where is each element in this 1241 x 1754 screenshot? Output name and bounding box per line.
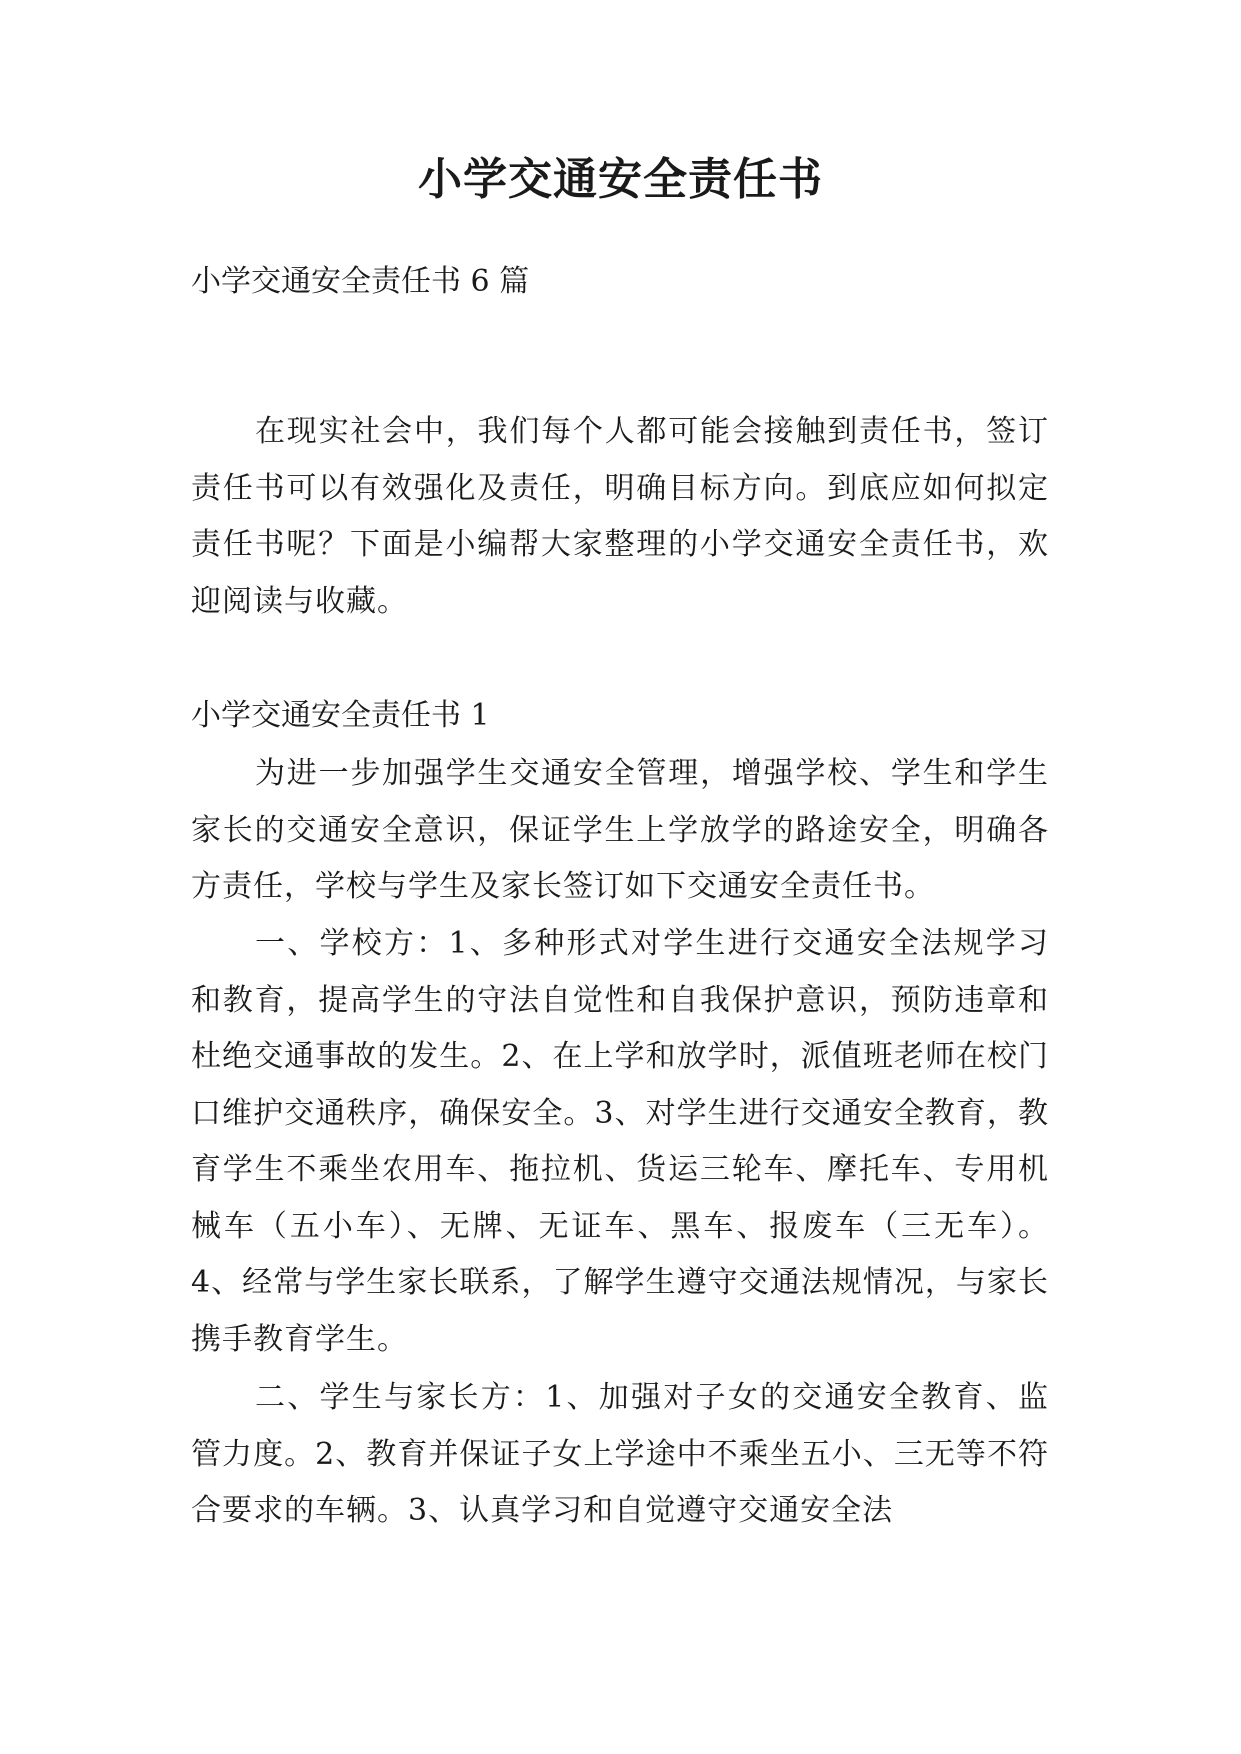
document-subtitle: 小学交通安全责任书 6 篇 bbox=[191, 264, 530, 299]
body-paragraph-parents: 二、学生与家长方：1、加强对子女的交通安全教育、监管力度。2、教育并保证子女上学途中不乘坐五小、三无等不符合要求的车辆。3、认真学习和自觉遵守交通安全法 bbox=[191, 1380, 1049, 1528]
intro-paragraph: 在现实社会中，我们每个人都可能会接触到责任书，签订责任书可以有效强化及责任，明确目标方向。到底应如何拟定责任书呢？下面是小编帮大家整理的小学交通安全责任书，欢迎阅读与收藏。 bbox=[191, 414, 1049, 619]
section-heading: 小学交通安全责任书 1 bbox=[191, 698, 490, 733]
body-paragraph-school: 一、学校方：1、多种形式对学生进行交通安全法规学习和教育，提高学生的守法自觉性和自我保护意识，预防违章和杜绝交通事故的发生。2、在上学和放学时，派值班老师在校门口维护交通秩序，确保安全。3、对学生进行交通安全教育，教育学生不乘坐农用车、拖拉机、货运三轮车、摩托车、专用机械车（五小车）、无牌、无证车、黑车、报废车（三无车）。4、经常与学生家长联系，了解学生遵守交通法规情况，与家长携手教育学生。 bbox=[191, 926, 1049, 1357]
document-title: 小学交通安全责任书 bbox=[418, 154, 823, 205]
body-paragraph-1: 为进一步加强学生交通安全管理，增强学校、学生和学生家长的交通安全意识，保证学生上学放学的路途安全，明确各方责任，学校与学生及家长签订如下交通安全责任书。 bbox=[191, 756, 1049, 904]
